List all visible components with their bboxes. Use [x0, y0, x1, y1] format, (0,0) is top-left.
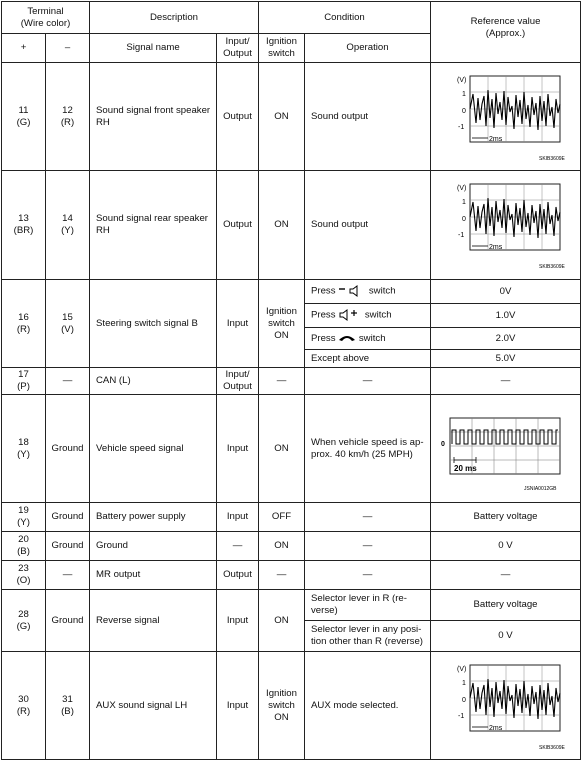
minus-header: –: [46, 34, 90, 63]
minus-terminal: Ground: [46, 395, 90, 503]
operation: Press switch: [305, 304, 431, 328]
ignition: ON: [259, 590, 305, 652]
terminal-header: Terminal (Wire color): [2, 2, 90, 34]
plus-terminal: 23 (O): [2, 561, 46, 590]
operation: When vehicle speed is ap- prox. 40 km/h (25 MPH): [305, 395, 431, 503]
io: Output: [217, 171, 259, 280]
operation: Sound output: [305, 63, 431, 171]
table-row: [2, 368, 581, 395]
svg-text:-1: -1: [457, 712, 464, 720]
signal-name: Ground: [90, 532, 217, 561]
operation: —: [305, 561, 431, 590]
reference-value: 0 V: [431, 532, 581, 561]
reference-value-header: Reference value (Approx.): [431, 2, 581, 63]
table-row: [2, 503, 581, 532]
signal-name: AUX sound signal LH: [90, 652, 217, 760]
operation-header: Operation: [305, 34, 431, 63]
table-row: [2, 561, 581, 590]
signal-name: Reverse signal: [90, 590, 217, 652]
minus-terminal: 15 (V): [46, 280, 90, 368]
ignition: OFF: [259, 503, 305, 532]
table-row: [2, 652, 581, 760]
ignition: ON: [259, 63, 305, 171]
operation: Press switch: [305, 328, 431, 350]
io: Input: [217, 652, 259, 760]
reference-value: 1.0V: [431, 304, 581, 328]
reference-value: [431, 171, 581, 280]
minus-terminal: 14 (Y): [46, 171, 90, 280]
svg-text:(V): (V): [456, 185, 466, 192]
svg-text:-1: -1: [457, 123, 464, 131]
io: Input/ Output: [217, 368, 259, 395]
reference-value: 0 V: [431, 621, 581, 652]
svg-text:2ms: 2ms: [488, 244, 502, 251]
ignition: Ignition switch ON: [259, 280, 305, 368]
plus-terminal: 16 (R): [2, 280, 46, 368]
table-row: [2, 171, 581, 280]
svg-text:2ms: 2ms: [488, 724, 502, 732]
signal-name: Battery power supply: [90, 503, 217, 532]
operation: Except above: [305, 350, 431, 368]
svg-text:2ms: 2ms: [488, 135, 502, 143]
operation: —: [305, 532, 431, 561]
description-header: Description: [90, 2, 259, 34]
signal-name: Steering switch signal B: [90, 280, 217, 368]
operation: Press switch: [305, 280, 431, 304]
svg-text:SKIB3609E: SKIB3609E: [538, 155, 565, 162]
minus-terminal: Ground: [46, 590, 90, 652]
reference-value: Battery voltage: [431, 590, 581, 621]
operation: Sound output: [305, 171, 431, 280]
operation: —: [305, 503, 431, 532]
reference-value: 0V: [431, 280, 581, 304]
signal-name: Vehicle speed signal: [90, 395, 217, 503]
svg-text:(V): (V): [456, 665, 466, 673]
ignition: —: [259, 561, 305, 590]
io: Output: [217, 561, 259, 590]
svg-text:1: 1: [461, 199, 466, 206]
svg-text:-1: -1: [457, 232, 464, 239]
io: Output: [217, 63, 259, 171]
plus-terminal: 30 (R): [2, 652, 46, 760]
ignition-switch-header: Ignition switch: [259, 34, 305, 63]
sound-waveform: [441, 176, 571, 274]
plus-terminal: 19 (Y): [2, 503, 46, 532]
ignition: ON: [259, 395, 305, 503]
minus-terminal: Ground: [46, 503, 90, 532]
signal-name: CAN (L): [90, 368, 217, 395]
reference-value: [431, 395, 581, 503]
reference-value: Battery voltage: [431, 503, 581, 532]
terminal-table: [1, 1, 581, 760]
reference-value: —: [431, 368, 581, 395]
io: Input: [217, 395, 259, 503]
signal-name: Sound signal front speaker RH: [90, 63, 217, 171]
minus-terminal: —: [46, 368, 90, 395]
minus-terminal: Ground: [46, 532, 90, 561]
plus-terminal: 20 (B): [2, 532, 46, 561]
reference-value: 2.0V: [431, 328, 581, 350]
operation: AUX mode selected.: [305, 652, 431, 760]
reference-value: [431, 63, 581, 171]
volume-up-icon: [338, 309, 362, 321]
svg-text:SKIB3609E: SKIB3609E: [538, 744, 565, 751]
sound-signal-trace: [470, 679, 560, 719]
sound-signal-trace: [470, 90, 560, 130]
signal-name: Sound signal rear speaker RH: [90, 171, 217, 280]
svg-text:0: 0: [440, 440, 445, 448]
svg-text:20 ms: 20 ms: [453, 463, 477, 473]
operation: Selector lever in any posi- tion other than R (reverse): [305, 621, 431, 652]
plus-terminal: 13 (BR): [2, 171, 46, 280]
minus-terminal: 31 (B): [46, 652, 90, 760]
svg-text:SKIB3609E: SKIB3609E: [538, 264, 565, 270]
volume-down-icon: [338, 285, 366, 297]
ignition: —: [259, 368, 305, 395]
table-row: [2, 63, 581, 171]
svg-text:(V): (V): [456, 76, 466, 84]
ignition: Ignition switch ON: [259, 652, 305, 760]
ignition: ON: [259, 171, 305, 280]
plus-terminal: 17 (P): [2, 368, 46, 395]
operation: —: [305, 368, 431, 395]
table-row: [2, 590, 581, 621]
plus-terminal: 18 (Y): [2, 395, 46, 503]
minus-terminal: 12 (R): [46, 63, 90, 171]
io: Input: [217, 280, 259, 368]
svg-text:1: 1: [461, 679, 466, 687]
input-output-header: Input/ Output: [217, 34, 259, 63]
io: Input: [217, 503, 259, 532]
signal-name: MR output: [90, 561, 217, 590]
svg-text:0: 0: [461, 107, 466, 115]
table-row: [2, 532, 581, 561]
condition-header: Condition: [259, 2, 431, 34]
reference-value: —: [431, 561, 581, 590]
sound-waveform: [441, 657, 571, 755]
io: —: [217, 532, 259, 561]
table-row: [2, 280, 581, 304]
plus-terminal: 28 (G): [2, 590, 46, 652]
plus-header: +: [2, 34, 46, 63]
sound-signal-trace: [470, 198, 560, 238]
ignition: ON: [259, 532, 305, 561]
minus-terminal: —: [46, 561, 90, 590]
speed-pulse-waveform: [436, 404, 576, 494]
reference-value: 5.0V: [431, 350, 581, 368]
svg-text:0: 0: [461, 216, 466, 223]
svg-text:0: 0: [461, 696, 466, 704]
phone-end-icon: [338, 333, 356, 343]
sound-waveform: [441, 68, 571, 166]
svg-text:JSNIA0012GB: JSNIA0012GB: [523, 485, 557, 492]
signal-name-header: Signal name: [90, 34, 217, 63]
table-row: [2, 395, 581, 503]
io: Input: [217, 590, 259, 652]
operation: Selector lever in R (re- verse): [305, 590, 431, 621]
svg-text:1: 1: [461, 90, 466, 98]
reference-value: [431, 652, 581, 760]
plus-terminal: 11 (G): [2, 63, 46, 171]
